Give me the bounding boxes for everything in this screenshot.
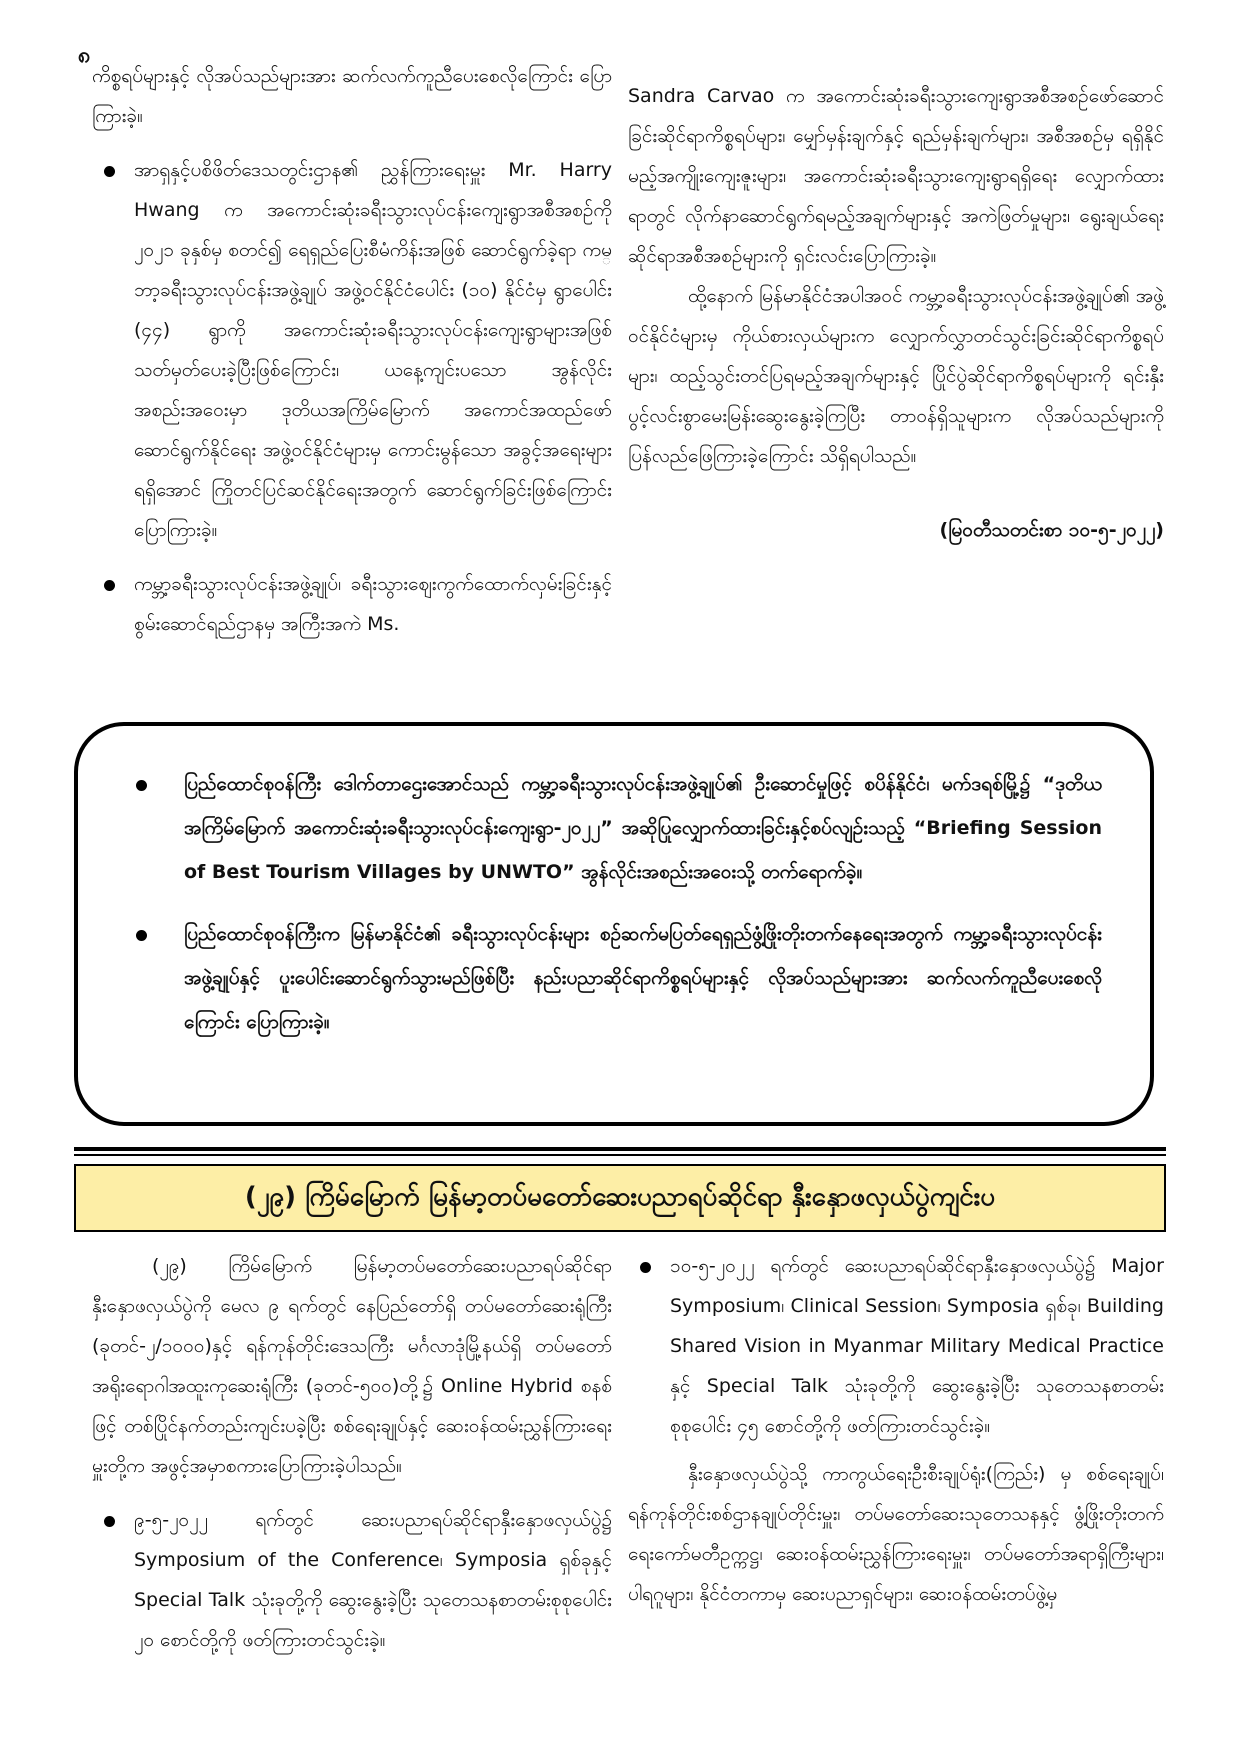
- bottom-left-column: [92, 1246, 612, 1660]
- highlight-item: [124, 912, 1102, 1044]
- bullet-text: ၉-၅-၂၀၂၂ ရက်တွင် ဆေးပညာရပ်ဆိုင်ရာနှီးနှောဖလှယ်ပွဲ၌ Symposium of the Conference၊ Symposia ရှစ်ခုနှင့် Special Talk သုံးခုတို့ကို ဆွေးနွေးခဲ့ပြီး သုတေသနစာတမ်းစုစုပေါင်း ၂၀ စောင်တို့ကို ဖတ်ကြားတင်သွင်းခဲ့။: [134, 1509, 612, 1651]
- top-right-column: [628, 76, 1164, 550]
- top-left-column: [92, 56, 612, 644]
- bullet-text: ကမ္ဘာ့ခရီးသွားလုပ်ငန်းအဖွဲ့ချုပ်၊ ခရီးသွားဈေးကွက်ထောက်လှမ်းခြင်းနှင့် စွမ်းဆောင်ရည်ဌာနမှ အကြီးအကဲ Ms.: [134, 573, 612, 635]
- bullet-dot-icon: [640, 1262, 651, 1273]
- section-title: [74, 1164, 1166, 1232]
- bullet-dot-icon: [104, 166, 115, 177]
- continuation-text: ကိစ္စရပ်များနှင့် လိုအပ်သည်များအား ဆက်လက်ကူညီပေးစေလိုကြောင်း ပြောကြားခဲ့။: [92, 65, 612, 127]
- bullet-dot-icon: [136, 930, 147, 941]
- bullet-text: အာရှနှင့်ပစိဖိတ်ဒေသတွင်းဌာန၏ ညွှန်ကြားရေးမှူး Mr. Harry Hwang က အကောင်းဆုံးခရီးသွားလုပ်ငန်းကျေးရွာအစီအစဉ်ကို ၂၀၂၁ ခုနှစ်မှ စတင်၍ ရေရှည်ပြေးစီမံကိန်းအဖြစ် ဆောင်ရွက်ခဲ့ရာ ကမ္ဘာ့ခရီးသွားလုပ်ငန်းအဖွဲ့ချုပ် အဖွဲ့ဝင်နိုင်ငံပေါင်း (၁၀) နိုင်ငံမှ ရွာပေါင်း (၄၄) ရွာကို အကောင်းဆုံးခရီးသွားလုပ်ငန်းကျေးရွာများအဖြစ် သတ်မှတ်ပေးခဲ့ပြီးဖြစ်ကြောင်း၊ ယနေ့ကျင်းပသော အွန်လိုင်းအစည်းအဝေးမှာ ဒုတိယအကြိမ်မြောက် အကောင်အထည်ဖော်ဆောင်ရွက်နိုင်ရေး အဖွဲ့ဝင်နိုင်ငံများမှ ကောင်းမွန်သော အခွင့်အရေးများရရှိအောင် ကြိုတင်ပြင်ဆင်နိုင်ရေးအတွက် ဆောင်ရွက်ခြင်းဖြစ်ကြောင်း ပြောကြားခဲ့။: [134, 159, 612, 541]
- paragraph: (၂၉) ကြိမ်မြောက် မြန်မာ့တပ်မတော်ဆေးပညာရပ်ဆိုင်ရာနှီးနှောဖလှယ်ပွဲကို မေလ ၉ ရက်တွင် နေပြည်တော်ရှိ တပ်မတော်ဆေးရုံကြီး (ခုတင်-၂/၁၀၀၀)နှင့် ရန်ကုန်တိုင်းဒေသကြီး မင်္ဂလာဒုံမြို့နယ်ရှိ တပ်မတော်အရိုးရောဂါအထူးကုဆေးရုံကြီး (ခုတင်-၅၀၀)တို့၌ Online Hybrid စနစ်ဖြင့် တစ်ပြိုင်နက်တည်းကျင်းပခဲ့ပြီး စစ်ရေးချုပ်နှင့် ဆေးဝန်ထမ်းညွှန်ကြားရေးမှူးတို့က အဖွင့်အမှာစကားပြောကြားခဲ့ပါသည်။: [92, 1255, 612, 1477]
- page-number: ၈: [78, 43, 91, 68]
- highlight-box: [74, 722, 1154, 1126]
- paragraph: နှီးနှောဖလှယ်ပွဲသို့ ကာကွယ်ရေးဦးစီးချုပ်ရုံး(ကြည်း) မှ စစ်ရေးချုပ်၊ ရန်ကုန်တိုင်းစစ်ဌာနချုပ်တိုင်းမှူး၊ တပ်မတော်ဆေးသုတေသနနှင့် ဖွံ့ဖြိုးတိုးတက်ရေးကော်မတီဥက္ကဋ္ဌ၊ ဆေးဝန်ထမ်းညွှန်ကြားရေးမှူး၊ တပ်မတော်အရာရှိကြီးများ၊ ပါရဂူများ၊ နိုင်ငံတကာမှ ဆေးပညာရှင်များ၊ ဆေးဝန်ထမ်းတပ်ဖွဲ့မှ: [628, 1463, 1164, 1605]
- paragraph: ထို့နောက် မြန်မာနိုင်ငံအပါအဝင် ကမ္ဘာ့ခရီးသွားလုပ်ငန်းအဖွဲ့ချုပ်၏ အဖွဲ့ဝင်နိုင်ငံများမှ ကိုယ်စားလှယ်များက လျှောက်လွှာတင်သွင်းခြင်းဆိုင်ရာကိစ္စရပ်များ၊ ထည့်သွင်းတင်ပြရမည့်အချက်များနှင့် ပြိုင်ပွဲဆိုင်ရာကိစ္စရပ်များကို ရင်းနှီးပွင့်လင်းစွာမေးမြန်းဆွေးနွေးခဲ့ကြပြီး တာဝန်ရှိသူများက လိုအပ်သည်များကို ပြန်လည်ဖြေကြားခဲ့ကြောင်း သိရှိရပါသည်။: [628, 285, 1164, 467]
- section-divider-thin: [74, 1154, 1166, 1156]
- highlight-text: ပြည်ထောင်စုဝန်ကြီး ဒေါက်တာဌေးအောင်သည် ကမ္ဘာ့ခရီးသွားလုပ်ငန်းအဖွဲ့ချုပ်၏ ဦးဆောင်မှုဖြင့် စပိန်နိုင်ငံ၊ မက်ဒရစ်မြို့၌ “ဒုတိယအကြိမ်မြောက် အကောင်းဆုံးခရီးသွားလုပ်ငန်းကျေးရွာ-၂၀၂၂” အဆိုပြုလျှောက်ထားခြင်းနှင့်စပ်လျဉ်းသည့် “Briefing Session of Best Tourism Villages by UNWTO” အွန်လိုင်းအစည်းအဝေးသို့ တက်ရောက်ခဲ့။: [184, 773, 1102, 883]
- bullet-item: [92, 150, 612, 550]
- bullet-text: ၁၀-၅-၂၀၂၂ ရက်တွင် ဆေးပညာရပ်ဆိုင်ရာနှီးနှောဖလှယ်ပွဲ၌ Major Symposium၊ Clinical Session၊ Symposia ရှစ်ခု၊ Building Shared Vision in Myanmar Military Medical Practice နှင့် Special Talk သုံးခုတို့ကို ဆွေးနွေးခဲ့ပြီး သုတေသနစာတမ်းစုစုပေါင်း ၄၅ စောင်တို့ကို ဖတ်ကြားတင်သွင်းခဲ့။: [670, 1255, 1164, 1437]
- bullet-dot-icon: [104, 580, 115, 591]
- bottom-right-column: [628, 1246, 1164, 1614]
- bullet-item: [92, 1500, 612, 1660]
- bullet-item: [92, 564, 612, 644]
- bullet-dot-icon: [104, 1516, 115, 1527]
- bullet-item: [628, 1246, 1164, 1446]
- section-divider: [74, 1147, 1166, 1151]
- highlight-item: [124, 762, 1102, 894]
- highlight-text: ပြည်ထောင်စုဝန်ကြီးက မြန်မာနိုင်ငံ၏ ခရီးသွားလုပ်ငန်းများ စဉ်ဆက်မပြတ်ရေရှည်ဖွံ့ဖြိုးတိုးတက်နေရေးအတွက် ကမ္ဘာ့ခရီးသွားလုပ်ငန်းအဖွဲ့ချုပ်နှင့် ပူးပေါင်းဆောင်ရွက်သွားမည်ဖြစ်ပြီး နည်းပညာဆိုင်ရာကိစ္စရပ်များနှင့် လိုအပ်သည်များအား ဆက်လက်ကူညီပေးစေလိုကြောင်း ပြောကြားခဲ့။: [184, 923, 1102, 1033]
- news-source: (မြဝတီသတင်းစာ ၁၀-၅-၂၀၂၂): [939, 519, 1164, 541]
- bullet-dot-icon: [136, 780, 147, 791]
- section-title-text: (၂၉) ကြိမ်မြောက် မြန်မာ့တပ်မတော်ဆေးပညာရပ်ဆိုင်ရာ နှီးနှောဖလှယ်ပွဲကျင်းပ: [244, 1181, 996, 1212]
- continuation-text: Sandra Carvao က အကောင်းဆုံးခရီးသွားကျေးရွာအစီအစဉ်ဖော်ဆောင်ခြင်းဆိုင်ရာကိစ္စရပ်များ၊ မျှော်မှန်းချက်နှင့် ရည်မှန်းချက်များ၊ အစီအစဉ်မှ ရရှိနိုင်မည့်အကျိုးကျေးဇူးများ၊ အကောင်းဆုံးခရီးသွားကျေးရွာရရှိရေး လျှောက်ထားရာတွင် လိုက်နာဆောင်ရွက်ရမည့်အချက်များနှင့် အကဲဖြတ်မှုများ၊ ရွေးချယ်ရေးဆိုင်ရာအစီအစဉ်များကို ရှင်းလင်းပြောကြားခဲ့။: [628, 85, 1164, 267]
